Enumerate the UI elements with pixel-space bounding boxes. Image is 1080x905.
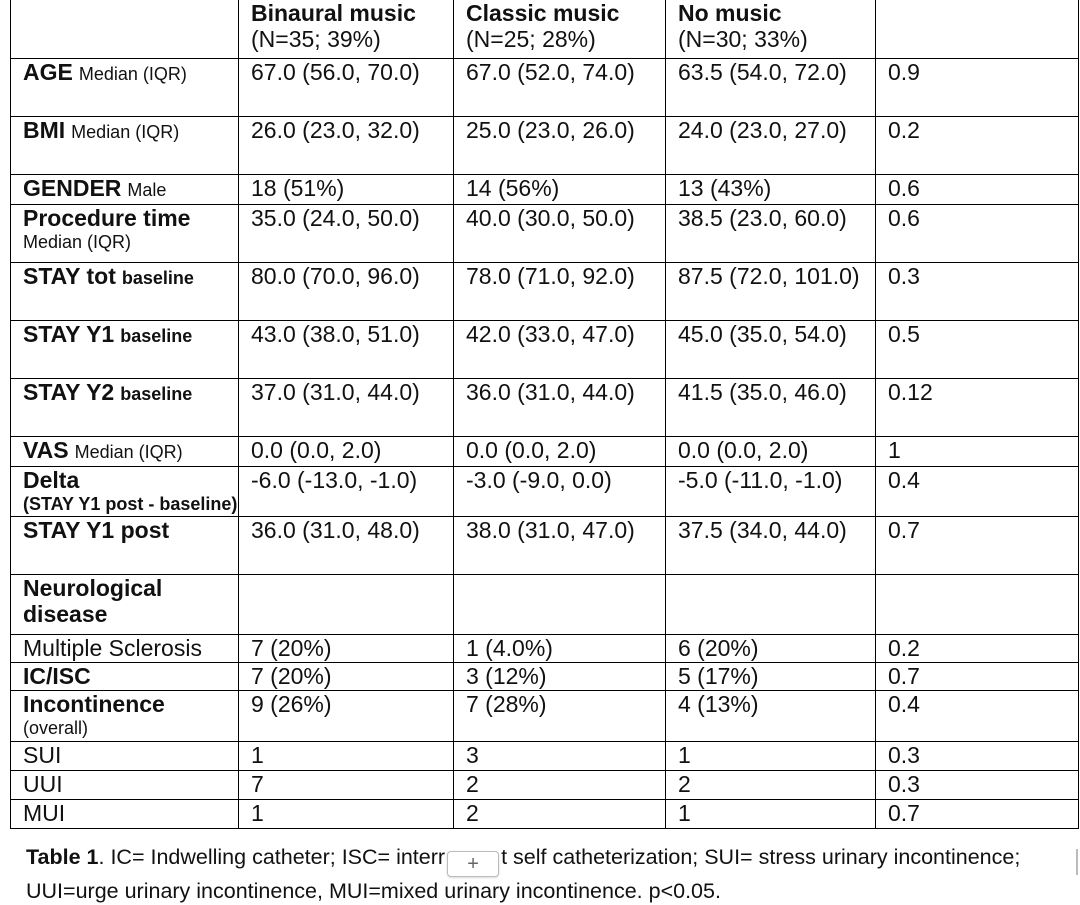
value-nomusic <box>666 574 876 634</box>
value-classic: 2 <box>454 799 666 828</box>
table-row <box>11 466 1079 516</box>
header-title: No music <box>678 0 782 26</box>
table-row <box>11 204 1079 262</box>
table-caption <box>26 843 1066 905</box>
row-qualifier: Male <box>127 179 167 200</box>
row-label-cell <box>11 58 239 116</box>
row-label-cell <box>11 204 239 262</box>
row-label-cell <box>11 770 239 799</box>
table-row <box>11 662 1079 690</box>
table-row <box>11 320 1079 378</box>
row-label-cell <box>11 262 239 320</box>
edge-marker <box>1076 849 1078 875</box>
row-qualifier: Median (IQR) <box>78 63 187 84</box>
value-nomusic: 13 (43%) <box>666 174 876 204</box>
table-row <box>11 262 1079 320</box>
p-value: 0.3 <box>876 770 1079 799</box>
value-binaural: 1 <box>239 741 454 770</box>
value-classic: 42.0 (33.0, 47.0) <box>454 320 666 378</box>
table-row <box>11 690 1079 741</box>
value-binaural: 18 (51%) <box>239 174 454 204</box>
row-label-cell <box>11 690 239 741</box>
row-qualifier: Median (IQR) <box>23 231 132 252</box>
p-value: 0.2 <box>876 116 1079 174</box>
p-value: 0.9 <box>876 58 1079 116</box>
value-classic: -3.0 (-9.0, 0.0) <box>454 466 666 516</box>
row-label: MUI <box>23 799 66 826</box>
row-qualifier: (overall) <box>23 717 89 738</box>
row-label-cell <box>11 516 239 574</box>
row-label: Multiple Sclerosis <box>23 634 202 661</box>
value-classic: 67.0 (52.0, 74.0) <box>454 58 666 116</box>
table-row <box>11 116 1079 174</box>
row-label-cell <box>11 662 239 690</box>
p-value: 0.12 <box>876 378 1079 436</box>
header-row <box>11 0 1079 58</box>
value-classic: 7 (28%) <box>454 690 666 741</box>
table-row <box>11 634 1079 662</box>
header-title: Binaural music <box>251 0 416 26</box>
value-nomusic: 38.5 (23.0, 60.0) <box>666 204 876 262</box>
row-label: VAS <box>23 436 69 463</box>
header-nomusic <box>666 0 876 58</box>
row-label: BMI <box>23 116 66 143</box>
value-nomusic: 6 (20%) <box>666 634 876 662</box>
row-label-cell <box>11 634 239 662</box>
row-label: STAY Y2 <box>23 378 115 405</box>
row-qualifier: Median (IQR) <box>74 441 183 462</box>
table-row <box>11 516 1079 574</box>
row-label: Incontinence <box>23 690 165 717</box>
row-label-cell <box>11 466 239 516</box>
p-value: 0.4 <box>876 690 1079 741</box>
data-table <box>10 0 1079 829</box>
caption-text-after: t self catheterization; SUI= stress urinary incontinence; UUI=urge urinary incontinence, MUI=mixed urinary incontinence. p<0.05. <box>26 845 1021 903</box>
row-label: UUI <box>23 770 63 797</box>
value-classic: 36.0 (31.0, 44.0) <box>454 378 666 436</box>
row-label-cell <box>11 378 239 436</box>
row-label-cell <box>11 436 239 466</box>
row-qualifier: Median (IQR) <box>71 121 180 142</box>
value-classic: 2 <box>454 770 666 799</box>
row-qualifier: (STAY Y1 post - baseline) <box>23 493 238 514</box>
caption-text-before: . IC= Indwelling catheter; ISC= interr <box>98 845 446 869</box>
header-classic <box>454 0 666 58</box>
value-binaural: 36.0 (31.0, 48.0) <box>239 516 454 574</box>
header-title: Classic music <box>466 0 620 26</box>
value-classic: 14 (56%) <box>454 174 666 204</box>
p-value: 0.6 <box>876 204 1079 262</box>
value-binaural: 0.0 (0.0, 2.0) <box>239 436 454 466</box>
table-row <box>11 378 1079 436</box>
value-nomusic: 5 (17%) <box>666 662 876 690</box>
value-binaural: 7 <box>239 770 454 799</box>
row-label-cell <box>11 320 239 378</box>
value-nomusic: 63.5 (54.0, 72.0) <box>666 58 876 116</box>
value-nomusic: 2 <box>666 770 876 799</box>
value-nomusic: 37.5 (34.0, 44.0) <box>666 516 876 574</box>
header-binaural <box>239 0 454 58</box>
value-nomusic: -5.0 (-11.0, -1.0) <box>666 466 876 516</box>
value-binaural: 7 (20%) <box>239 634 454 662</box>
value-binaural: 35.0 (24.0, 50.0) <box>239 204 454 262</box>
row-label-cell <box>11 174 239 204</box>
table-row <box>11 436 1079 466</box>
p-value: 0.2 <box>876 634 1079 662</box>
p-value: 0.6 <box>876 174 1079 204</box>
p-value: 0.7 <box>876 799 1079 828</box>
row-label-cell <box>11 116 239 174</box>
p-value <box>876 574 1079 634</box>
table-row <box>11 174 1079 204</box>
row-qualifier: baseline <box>121 267 194 288</box>
row-qualifier: baseline <box>120 325 193 346</box>
value-nomusic: 41.5 (35.0, 46.0) <box>666 378 876 436</box>
row-label-cell <box>11 741 239 770</box>
header-sub: (N=25; 28%) <box>466 26 596 52</box>
p-value: 0.4 <box>876 466 1079 516</box>
value-binaural: 9 (26%) <box>239 690 454 741</box>
value-nomusic: 4 (13%) <box>666 690 876 741</box>
value-nomusic: 1 <box>666 799 876 828</box>
value-binaural: 1 <box>239 799 454 828</box>
header-empty-label <box>11 0 239 58</box>
p-value: 0.5 <box>876 320 1079 378</box>
value-classic: 25.0 (23.0, 26.0) <box>454 116 666 174</box>
value-binaural: -6.0 (-13.0, -1.0) <box>239 466 454 516</box>
header-empty-p <box>876 0 1079 58</box>
table-row <box>11 799 1079 828</box>
p-value: 0.7 <box>876 516 1079 574</box>
value-binaural: 43.0 (38.0, 51.0) <box>239 320 454 378</box>
value-binaural: 7 (20%) <box>239 662 454 690</box>
caption-bold: Table 1 <box>26 845 99 869</box>
value-classic: 40.0 (30.0, 50.0) <box>454 204 666 262</box>
value-classic: 3 (12%) <box>454 662 666 690</box>
value-classic: 38.0 (31.0, 47.0) <box>454 516 666 574</box>
row-qualifier: baseline <box>120 383 193 404</box>
p-value: 0.7 <box>876 662 1079 690</box>
row-label: Neurological disease <box>23 574 163 627</box>
row-label: STAY tot <box>23 262 116 289</box>
row-label: GENDER <box>23 174 122 201</box>
add-button[interactable]: + <box>447 851 499 877</box>
row-label: STAY Y1 <box>23 320 115 347</box>
value-nomusic: 1 <box>666 741 876 770</box>
value-binaural: 67.0 (56.0, 70.0) <box>239 58 454 116</box>
table-row <box>11 574 1079 634</box>
value-classic <box>454 574 666 634</box>
value-nomusic: 24.0 (23.0, 27.0) <box>666 116 876 174</box>
row-label: STAY Y1 post <box>23 516 170 543</box>
value-nomusic: 87.5 (72.0, 101.0) <box>666 262 876 320</box>
value-binaural: 26.0 (23.0, 32.0) <box>239 116 454 174</box>
table-row <box>11 741 1079 770</box>
value-classic: 1 (4.0%) <box>454 634 666 662</box>
value-binaural: 37.0 (31.0, 44.0) <box>239 378 454 436</box>
table-row <box>11 58 1079 116</box>
row-label-cell <box>11 799 239 828</box>
value-classic: 3 <box>454 741 666 770</box>
value-binaural: 80.0 (70.0, 96.0) <box>239 262 454 320</box>
header-sub: (N=35; 39%) <box>251 26 381 52</box>
value-classic: 78.0 (71.0, 92.0) <box>454 262 666 320</box>
row-label-cell <box>11 574 239 634</box>
value-nomusic: 0.0 (0.0, 2.0) <box>666 436 876 466</box>
row-label: AGE <box>23 58 73 85</box>
value-classic: 0.0 (0.0, 2.0) <box>454 436 666 466</box>
p-value: 0.3 <box>876 262 1079 320</box>
row-label: IC/ISC <box>23 662 91 689</box>
p-value: 0.3 <box>876 741 1079 770</box>
row-label: SUI <box>23 741 62 768</box>
value-binaural <box>239 574 454 634</box>
row-label: Procedure time <box>23 204 191 231</box>
value-nomusic: 45.0 (35.0, 54.0) <box>666 320 876 378</box>
header-sub: (N=30; 33%) <box>678 26 808 52</box>
table-row <box>11 770 1079 799</box>
p-value: 1 <box>876 436 1079 466</box>
row-label: Delta <box>23 466 80 493</box>
